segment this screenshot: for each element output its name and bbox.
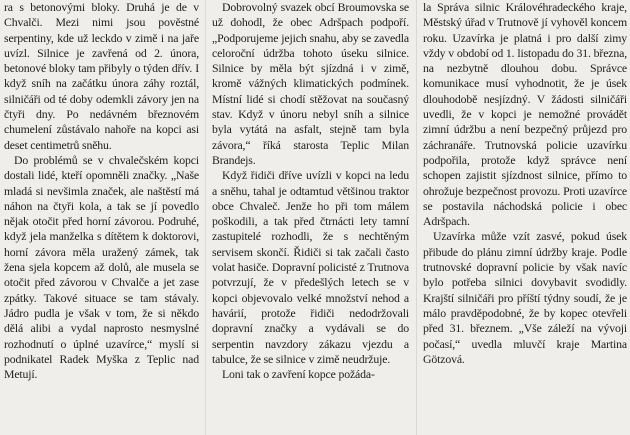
paragraph: Uzavírka může vzít zasvé, pokud úsek přibude do plánu zimní údržby kraje. Podle trutnovské dopravní policie by však navíc bylo potřeba silnici dovybavit svodidly. Krajští silničáři pro příští týdny soudí, že je málo pravděpodobné, že by kopec otevřeli před 31. březnem. „Vše záleží na vývoji počasí,“ uvedla mluvčí kraje Martina Götzová. <box>423 229 627 366</box>
column-divider <box>416 0 417 435</box>
article-column-1 <box>4 0 199 435</box>
paragraph: la Správa silnic Královéhradeckého kraje, Městský úřad v Trutnově jí vyhověl koncem roku. Uzavírka je platná i pro další zimy vždy v období od 1. listopadu do 31. března, na nezbytně dlouhou dobu. Správce komunikace musí vyhodnotit, že je úsek dlouhodobě nesjízdný. V žádosti silničáři uvedli, že v kopci je nemožné provádět zimní údržbu a není bezpečný průjezd pro záchranáře. Trutnovská policie uzavírku podpořila, protože když správce není schopen zajistit sjízdnost silnice, přímo to ohrožuje bezpečnost provozu. Proti uzavírce se postavila náchodská policie i obec Adršpach. <box>423 0 627 229</box>
article-column-2 <box>212 0 409 435</box>
paragraph: Dobrovolný svazek obcí Broumovska se už dohodl, že obec Adršpach podpoří. „Podporujeme jejich snahu, aby se zavedla celoroční údržba tohoto úseku silnice. Silnice by měla být sjízdná i v zimě, kromě vážných klimatických podmínek. Místní lidé si chodí stěžovat na současný stav. Když v únoru nebyl sníh a silnice byla vytátá na asfalt, stejně tam byla závora,“ říká starosta Teplic Milan Brandejs. <box>212 0 409 167</box>
paragraph: Když řidiči dříve uvízli v kopci na ledu a sněhu, tahal je odtamtud většinou traktor obce Chvaleč. Jenže ho při tom málem poškodili, a tak před čtrnácti lety tamní zastupitelé rozhodli, že s nechtěným servisem skončí. Řidiči si tak začali často volat hasiče. Dopravní policisté z Trutnova potvrzují, že v předešlých letech se v kopci objevovalo velké množství nehod a havárií, protože řidiči nedodržovali dopravní značky a vydávali se do serpentin navzdory zákazu vjezdu a tabulce, že se silnice v zimě neudržuje. <box>212 168 409 366</box>
paragraph: ra s betonovými bloky. Druhá je de v Chvalči. Mezi nimi jsou pověstné serpentiny, kde už leckdo v zimě i na jaře uvízl. Silnice je zavřená od 2. února, betonové bloky tam přibyly o týden dřív. I když sníh na začátku února záhy roztál, silničáři od té doby odemkli závory jen na čtyři dny. Po nedávném březnovém chumelení zůstávalo nahoře na kopci asi deset centimetrů sněhu. <box>4 0 199 152</box>
article-column-3 <box>423 0 627 435</box>
column-divider <box>205 0 206 435</box>
paragraph: Do problémů se v chvalečském kopci dostali lidé, kteří opomněli značky. „Naše mladá si nevšimla značek, ale naštěstí má náhon na čtyři kola, a tak se jí povedlo nějak otočit před horní závorou. Podruhé, když jela manželka s dítětem k doktorovi, horní závora měla uražený zámek, tak žena sjela kopcem až dolů, ale musela se otočit před závorou v Chvalče a jet zase zpátky. Takové situace se tam stávaly. Jádro pudla je však v tom, že si někdo dělá alibi a vydal naprosto nesmyslné rozhodnutí o úplné uzavírce,“ myslí si podnikatel Radek Myška z Teplic nad Metují. <box>4 152 199 382</box>
paragraph: Loni tak o zavření kopce požáda- <box>222 367 375 382</box>
